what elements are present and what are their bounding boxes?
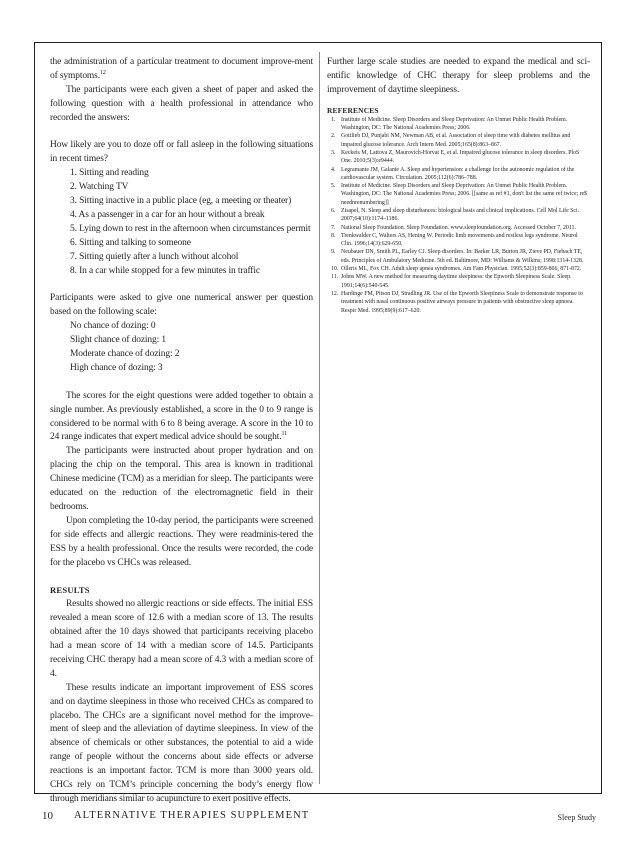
reference-item: 12. Hardinge FM, Pitson DJ, Stradling JR. Use of the Epworth Sleepiness Scale to demonstrate response to treatment with nasal continuous positive airways pressure in patients with obstructive sleep apnoea. Respir Med. 1995;89(9):617–620. (331, 290, 583, 314)
list-item: 1. Sitting and reading (70, 168, 149, 179)
reference-item: 8. Trenkwalder C, Walters AS, Hening W. Periodic limb movements and restless legs syndrome. Neurol Clin. 1996;14(3):629-650. (331, 232, 578, 248)
column-divider (319, 52, 320, 784)
scale-item: Slight chance of dozing: 1 (70, 335, 166, 346)
list-item: 5. Lying down to rest in the afternoon when circumstances permit (70, 223, 311, 234)
running-title: Sleep Study (557, 813, 596, 822)
paragraph: Further large scale studies are needed to expand the medical and sci-entific knowledge of CHC therapy for sleep problems and the improvement of daytime sleepiness. (327, 57, 590, 95)
paragraph: The participants were each given a sheet of paper and asked the following question with a health professional in attendance who recorded the answers: (50, 84, 313, 123)
page-number: 10 (42, 810, 53, 822)
list-item: 8. In a car while stopped for a few minutes in traffic (70, 265, 260, 276)
paragraph: Upon completing the 10-day period, the participants were screened for side effects and allergic reactions. They were readminis-tered the ESS by a health professional. Once the results were recorded, the code for the placebo vs CHCs was released. (50, 515, 313, 568)
reference-item: 9. Neubauer DN, Smith PL, Earley CJ. Sleep disorders. In: Barker LR, Burton JR, Zieve PD, Fiebach TE, eds. Principles of Ambulatory Medicine. 5th ed. Baltimore, MD: Williams & Wilkins; 1998:1314-1328. (331, 249, 584, 264)
reference-item: 5. Institute of Medicine. Sleep Disorders and Sleep Deprivation: An Unmet Public Health Problem. Washington, DC: The National Academies Press; 2006. [[same as ref #1, don't list the same ref twice; re$ neednrenumbering]] (331, 183, 588, 206)
reference-item: 4. Legramante JM, Galante A. Sleep and hypertension: a challenge for the autonomic regulation of the cardiovascular system. Circulation. 2005;112(6):786–788. (331, 166, 575, 181)
reference-item: 1. Institute of Medicine. Sleep Disorders and Sleep Deprivation: An Unmet Public Health Problem. Washington, DC: The National Academies Press; 2006. (331, 116, 568, 132)
reference-item: 6. Zisapel, N. Sleep and sleep disturbances: biological basis and clinical implications. Cell Mol Life Sci. 2007;64(10):1174–1186. (331, 207, 580, 223)
paragraph: Results showed no allergic reactions or side effects. The initial ESS revealed a mean score of 12.6 with a median score of 13. The results obtained after the 10 days showed that participants receiving placebo had a mean score of 14 with a median score of 14.5. Participants receiving CHC therapy had a mean score of 4.3 with a median score of 4. (50, 599, 313, 679)
reference-item: 10. Olleris ML, Fox CH. Adult sleep apnea syndromes. Am Fam Physician. 1995;52(3):859-866, 871-872. (331, 266, 582, 273)
references-heading: REFERENCES (327, 105, 379, 115)
reference-item: 11. Johns MW. A new method for measuring daytime sleepiness: the Epworth Sleepiness Scale. Sleep. 1991;14(6):540-545. (331, 274, 572, 289)
reference-item: 2. Gottlieb DJ, Punjabi NM, Newman AB, et al. Association of sleep time with diabetes mellitus and impaired glucose tolerance. Arch Intern Med. 2005;165(8):863–867. (331, 133, 571, 148)
question: How likely are you to doze off or fall asleep in the following situations in recent times? (50, 140, 313, 165)
list-item: 7. Sitting quietly after a lunch without alcohol (70, 251, 239, 262)
paragraph: the administration of a particular treatment to document improve-ment of symptoms.$^{12}$ (50, 57, 313, 81)
list-item: 2. Watching TV (70, 182, 129, 193)
journal-name: ALTERNATIVE THERAPIES SUPPLEMENT (74, 810, 310, 821)
list-item: 3. Sitting inactive in a public place (eg, a meeting or theater) (70, 196, 292, 207)
paragraph: Participants were asked to give one numerical answer per question based on the following scale: (50, 293, 313, 318)
scale-item: No chance of dozing: 0 (70, 321, 156, 332)
reference-item: 7. National Sleep Foundation. Sleep Foundation. www.sleepfoundation.org. Accessed October 7, 2011. (331, 224, 576, 231)
scale-item: Moderate chance of dozing: 2 (70, 349, 180, 359)
reference-item: 3. Keckeis M, Lattova Z, Maurovich-Horvat E, et al. Impaired glucose tolerance in sleep disorders. PloS One. 2010;5(3):e9444. (331, 149, 580, 165)
list-item: 4. As a passenger in a car for an hour without a break (70, 209, 265, 220)
list-item: 6. Sitting and talking to someone (70, 237, 191, 248)
paragraph: The scores for the eight questions were added together to obtain a single number. As previously established, a score in the 0 to 9 range is considered to be normal with 6 to 8 being average. A score in the 10 to 24 range indicates that expert medical advice should be sought.$^{11}$ (50, 390, 313, 443)
references-list (327, 116, 590, 315)
section-heading: RESULTS (50, 585, 90, 596)
paragraph: The participants were instructed about proper hydration and on placing the chip on the temporal. This area is known in traditional Chinese medicine (TCM) as a meridian for sleep. The participants were educated on the reduction of the electromagnetic field in their bedrooms. (50, 446, 313, 512)
left-column (50, 56, 313, 807)
right-column (327, 56, 590, 315)
paragraph: These results indicate an important improvement of ESS scores and on daytime sleepiness in those who received CHCs as compared to placebo. The CHCs are a significant novel method for the improve-ment of sleep and the alleviation of daytime sleepiness. In view of the absence of chemicals or other substances, the potential to aid a wide range of people without the concerns about side effects or adverse reactions is an important factor. TCM is more than 3000 years old. CHCs rely on TCM’s principle concerning the body’s energy flow through meridians similar to acupuncture to exert positive effects. (50, 682, 313, 804)
scale-item: High chance of dozing: 3 (70, 362, 163, 373)
